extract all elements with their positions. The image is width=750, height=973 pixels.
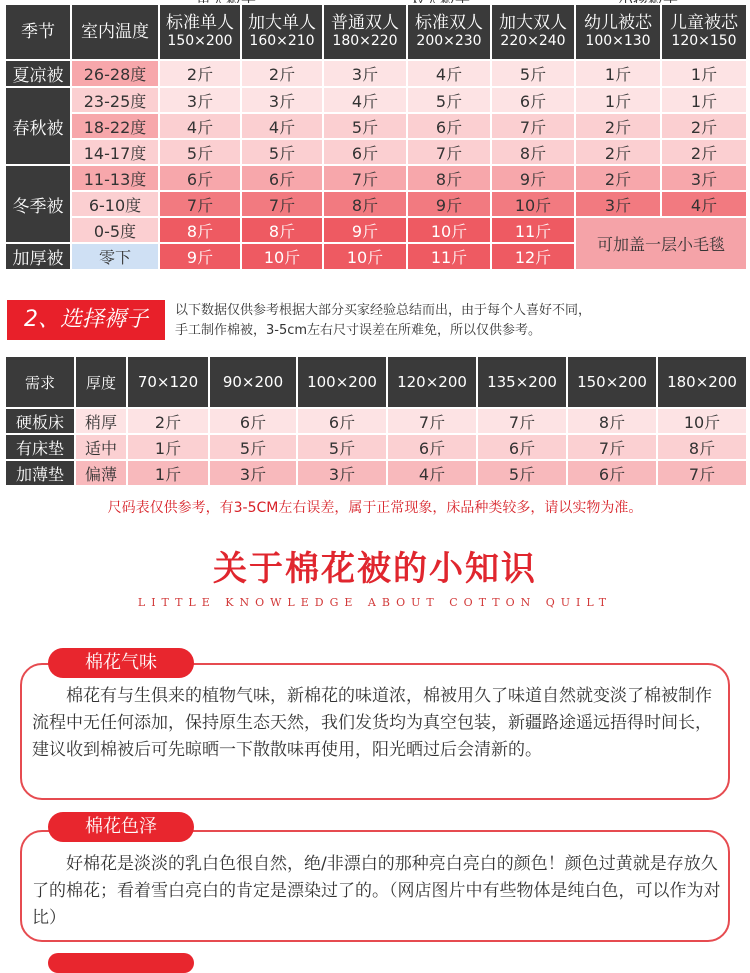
value-cell: 10斤 (241, 243, 323, 270)
value-cell: 6斤 (491, 87, 575, 113)
table-row (5, 60, 747, 87)
card-text-smell: 棉花有与生俱来的植物气味，新棉花的味道浓，棉被用久了味道自然就变淡了棉被制作流程中无任何添加，保持原生态天然，我们发货均为真空包装，新疆路途遥远捂得时间长，建议收到棉被后可先晾晒一下散散味再使用，阳光晒过后会清新的。 (32, 686, 712, 760)
value-cell: 8斤 (491, 139, 575, 165)
value-cell: 2斤 (661, 139, 747, 165)
temp-cell: 26-28度 (71, 60, 159, 87)
card-text-color: 好棉花是淡淡的乳白色很自然，绝/非漂白的那种亮白亮白的颜色！颜色过黄就是存放久了的棉花；看着雪白亮白的肯定是漂染过了的。（网店图片中有些物体是纯白色，可以作为对比） (32, 854, 721, 928)
value-cell: 3斤 (323, 60, 407, 87)
section-note-line: 手工制作棉被，3-5cm左右尺寸误差在所难免，所以仅供参考。 (175, 323, 542, 338)
value-cell: 7斤 (323, 165, 407, 191)
header-child: 儿童被芯 120×150 (661, 4, 747, 60)
card-tab-color: 棉花色泽 (48, 812, 194, 842)
value-cell: 4斤 (387, 460, 477, 486)
value-cell: 9斤 (491, 165, 575, 191)
thickness-cell: 偏薄 (75, 460, 127, 486)
value-cell: 9斤 (407, 191, 491, 217)
value-cell: 6斤 (209, 408, 297, 434)
season-thick: 加厚被 (5, 243, 71, 270)
value-cell: 7斤 (477, 408, 567, 434)
value-cell: 2斤 (241, 60, 323, 87)
quilt-weight-table (4, 3, 748, 271)
value-cell: 1斤 (661, 60, 747, 87)
value-cell: 11斤 (491, 217, 575, 243)
value-cell: 5斤 (241, 139, 323, 165)
value-cell: 3斤 (575, 191, 661, 217)
value-cell: 5斤 (477, 460, 567, 486)
value-cell: 1斤 (575, 87, 661, 113)
temp-cell: 零下 (71, 243, 159, 270)
value-cell: 1斤 (575, 60, 661, 87)
header-normal-double: 普通双人 180×220 (323, 4, 407, 60)
header-size: 100×200 (297, 356, 387, 408)
table-row (5, 165, 747, 191)
value-cell: 4斤 (323, 87, 407, 113)
value-cell: 5斤 (323, 113, 407, 139)
need-cell: 有床垫 (5, 434, 75, 460)
header-need: 需求 (5, 356, 75, 408)
mattress-weight-table (4, 355, 748, 487)
value-cell: 4斤 (661, 191, 747, 217)
season-winter: 冬季被 (5, 165, 71, 243)
table-row (5, 113, 747, 139)
header-size: 120×200 (387, 356, 477, 408)
value-cell: 8斤 (657, 434, 747, 460)
header-temp: 室内温度 (71, 4, 159, 60)
need-cell: 硬板床 (5, 408, 75, 434)
value-cell: 7斤 (407, 139, 491, 165)
table-row (5, 139, 747, 165)
value-cell: 7斤 (491, 113, 575, 139)
value-cell: 6斤 (159, 165, 241, 191)
value-cell: 6斤 (241, 165, 323, 191)
temp-cell: 11-13度 (71, 165, 159, 191)
temp-cell: 23-25度 (71, 87, 159, 113)
value-cell: 3斤 (661, 165, 747, 191)
value-cell: 3斤 (241, 87, 323, 113)
thickness-cell: 适中 (75, 434, 127, 460)
temp-cell: 6-10度 (71, 191, 159, 217)
value-cell: 6斤 (323, 139, 407, 165)
header-size: 90×200 (209, 356, 297, 408)
need-cell: 加薄垫 (5, 460, 75, 486)
value-cell: 8斤 (567, 408, 657, 434)
table-row (5, 87, 747, 113)
size-disclaimer: 尺码表仅供参考，有3-5CM左右误差，属于正常现象，床品种类较多，请以实物为准。 (107, 500, 643, 516)
value-cell: 10斤 (491, 191, 575, 217)
value-cell: 5斤 (209, 434, 297, 460)
header-size: 135×200 (477, 356, 567, 408)
value-cell: 8斤 (407, 165, 491, 191)
section-note (175, 301, 591, 341)
header-toddler: 幼儿被芯 100×130 (575, 4, 661, 60)
header-large-double: 加大双人 220×240 (491, 4, 575, 60)
value-cell: 2斤 (159, 60, 241, 87)
value-cell: 6斤 (387, 434, 477, 460)
value-cell: 4斤 (159, 113, 241, 139)
value-cell: 7斤 (241, 191, 323, 217)
temp-cell: 14-17度 (71, 139, 159, 165)
value-cell: 3斤 (209, 460, 297, 486)
value-cell: 6斤 (567, 460, 657, 486)
header-season: 季节 (5, 4, 71, 60)
value-cell: 8斤 (159, 217, 241, 243)
season-spring-autumn: 春秋被 (5, 87, 71, 165)
value-cell: 10斤 (657, 408, 747, 434)
table-header-row (5, 4, 747, 60)
table-row (5, 408, 747, 434)
table-header-row (5, 356, 747, 408)
value-cell: 6斤 (477, 434, 567, 460)
value-cell: 1斤 (127, 460, 209, 486)
header-std-single: 标准单人 150×200 (159, 4, 241, 60)
value-cell: 4斤 (407, 60, 491, 87)
value-cell: 2斤 (575, 139, 661, 165)
section-badge: 2、选择褥子 (7, 300, 165, 340)
card-tab-smell: 棉花气味 (48, 648, 194, 678)
temp-cell: 0-5度 (71, 217, 159, 243)
value-cell: 9斤 (159, 243, 241, 270)
value-cell: 5斤 (159, 139, 241, 165)
value-cell: 7斤 (657, 460, 747, 486)
value-cell: 8斤 (241, 217, 323, 243)
header-thickness: 厚度 (75, 356, 127, 408)
header-size: 150×200 (567, 356, 657, 408)
table-row (5, 460, 747, 486)
value-cell: 7斤 (387, 408, 477, 434)
season-summer: 夏凉被 (5, 60, 71, 87)
table-row (5, 191, 747, 217)
value-cell: 2斤 (575, 113, 661, 139)
table-row (5, 434, 747, 460)
knowledge-title: 关于棉花被的小知识 (213, 549, 537, 589)
value-cell: 3斤 (159, 87, 241, 113)
header-large-single: 加大单人 160×210 (241, 4, 323, 60)
value-cell: 6斤 (407, 113, 491, 139)
knowledge-subtitle: LITTLE KNOWLEDGE ABOUT COTTON QUILT (137, 596, 613, 609)
value-cell: 12斤 (491, 243, 575, 270)
value-cell: 6斤 (297, 408, 387, 434)
temp-cell: 18-22度 (71, 113, 159, 139)
value-cell: 5斤 (407, 87, 491, 113)
section-note-line: 以下数据仅供参考根据大部分买家经验总结而出，由于每个人喜好不同， (175, 303, 592, 318)
value-cell: 1斤 (661, 87, 747, 113)
value-cell: 3斤 (297, 460, 387, 486)
value-cell: 7斤 (567, 434, 657, 460)
value-cell: 2斤 (661, 113, 747, 139)
thickness-cell: 稍厚 (75, 408, 127, 434)
extra-blanket-note: 可加盖一层小毛毯 (575, 217, 747, 270)
value-cell: 11斤 (407, 243, 491, 270)
value-cell: 4斤 (241, 113, 323, 139)
value-cell: 2斤 (127, 408, 209, 434)
value-cell: 9斤 (323, 217, 407, 243)
value-cell: 5斤 (491, 60, 575, 87)
value-cell: 1斤 (127, 434, 209, 460)
value-cell: 10斤 (323, 243, 407, 270)
header-std-double: 标准双人 200×230 (407, 4, 491, 60)
value-cell: 7斤 (159, 191, 241, 217)
value-cell: 2斤 (575, 165, 661, 191)
header-size: 70×120 (127, 356, 209, 408)
header-size: 180×200 (657, 356, 747, 408)
value-cell: 10斤 (407, 217, 491, 243)
table-row (5, 217, 747, 243)
next-card-tab (48, 953, 194, 973)
value-cell: 5斤 (297, 434, 387, 460)
value-cell: 8斤 (323, 191, 407, 217)
